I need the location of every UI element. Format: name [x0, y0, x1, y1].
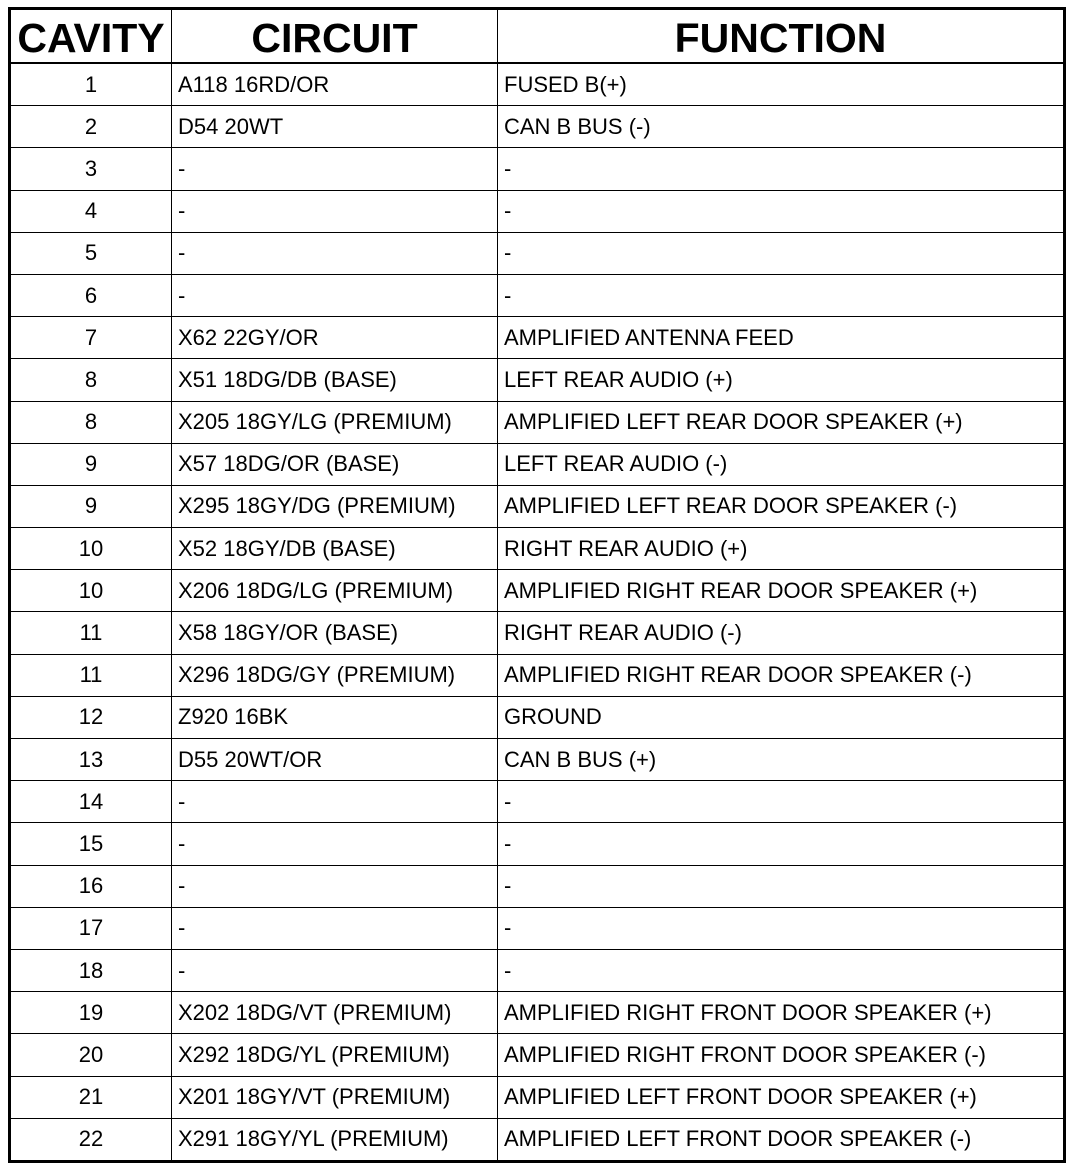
circuit-cell: X205 18GY/LG (PREMIUM): [172, 401, 498, 443]
circuit-cell: X62 22GY/OR: [172, 317, 498, 359]
function-cell: -: [498, 907, 1065, 949]
cavity-cell: 19: [10, 992, 172, 1034]
cavity-cell: 2: [10, 106, 172, 148]
circuit-cell: X296 18DG/GY (PREMIUM): [172, 654, 498, 696]
circuit-cell: X206 18DG/LG (PREMIUM): [172, 570, 498, 612]
circuit-cell: X295 18GY/DG (PREMIUM): [172, 485, 498, 527]
table-body: [10, 63, 1065, 1161]
table-row: [10, 232, 1065, 274]
circuit-cell: -: [172, 148, 498, 190]
cavity-cell: 1: [10, 63, 172, 106]
function-cell: -: [498, 232, 1065, 274]
circuit-cell: -: [172, 781, 498, 823]
cavity-cell: 4: [10, 190, 172, 232]
circuit-cell: Z920 16BK: [172, 696, 498, 738]
function-cell: -: [498, 823, 1065, 865]
cavity-cell: 21: [10, 1076, 172, 1118]
circuit-cell: -: [172, 865, 498, 907]
table-row: [10, 781, 1065, 823]
circuit-cell: D54 20WT: [172, 106, 498, 148]
function-cell: AMPLIFIED LEFT REAR DOOR SPEAKER (+): [498, 401, 1065, 443]
cavity-cell: 6: [10, 274, 172, 316]
function-cell: -: [498, 949, 1065, 991]
table-row: [10, 190, 1065, 232]
cavity-cell: 14: [10, 781, 172, 823]
cavity-cell: 11: [10, 654, 172, 696]
function-cell: CAN B BUS (-): [498, 106, 1065, 148]
table-row: [10, 992, 1065, 1034]
table-row: [10, 823, 1065, 865]
cavity-header: CAVITY: [10, 9, 172, 64]
table-row: [10, 570, 1065, 612]
function-cell: FUSED B(+): [498, 63, 1065, 106]
table-row: [10, 274, 1065, 316]
cavity-cell: 17: [10, 907, 172, 949]
cavity-cell: 22: [10, 1118, 172, 1161]
function-cell: AMPLIFIED LEFT FRONT DOOR SPEAKER (-): [498, 1118, 1065, 1161]
function-cell: RIGHT REAR AUDIO (+): [498, 528, 1065, 570]
function-cell: -: [498, 865, 1065, 907]
circuit-cell: -: [172, 274, 498, 316]
circuit-cell: A118 16RD/OR: [172, 63, 498, 106]
function-cell: -: [498, 190, 1065, 232]
circuit-cell: D55 20WT/OR: [172, 739, 498, 781]
function-cell: AMPLIFIED LEFT REAR DOOR SPEAKER (-): [498, 485, 1065, 527]
function-cell: GROUND: [498, 696, 1065, 738]
function-cell: AMPLIFIED RIGHT FRONT DOOR SPEAKER (-): [498, 1034, 1065, 1076]
circuit-cell: -: [172, 823, 498, 865]
table-row: [10, 949, 1065, 991]
cavity-cell: 9: [10, 485, 172, 527]
circuit-cell: X57 18DG/OR (BASE): [172, 443, 498, 485]
cavity-cell: 10: [10, 570, 172, 612]
cavity-cell: 15: [10, 823, 172, 865]
function-cell: RIGHT REAR AUDIO (-): [498, 612, 1065, 654]
circuit-cell: X201 18GY/VT (PREMIUM): [172, 1076, 498, 1118]
table-row: [10, 106, 1065, 148]
cavity-cell: 7: [10, 317, 172, 359]
function-cell: LEFT REAR AUDIO (+): [498, 359, 1065, 401]
table-row: [10, 148, 1065, 190]
function-header: FUNCTION: [498, 9, 1065, 64]
circuit-cell: X58 18GY/OR (BASE): [172, 612, 498, 654]
function-cell: CAN B BUS (+): [498, 739, 1065, 781]
circuit-cell: -: [172, 949, 498, 991]
circuit-cell: -: [172, 232, 498, 274]
table-row: [10, 696, 1065, 738]
table-row: [10, 612, 1065, 654]
function-cell: -: [498, 148, 1065, 190]
table-row: [10, 865, 1065, 907]
table-row: [10, 528, 1065, 570]
header-row: [10, 9, 1065, 64]
cavity-cell: 20: [10, 1034, 172, 1076]
cavity-cell: 12: [10, 696, 172, 738]
circuit-cell: -: [172, 907, 498, 949]
table-row: [10, 1076, 1065, 1118]
table-row: [10, 907, 1065, 949]
table-row: [10, 485, 1065, 527]
function-cell: AMPLIFIED RIGHT REAR DOOR SPEAKER (+): [498, 570, 1065, 612]
table-row: [10, 63, 1065, 106]
function-cell: -: [498, 781, 1065, 823]
cavity-cell: 13: [10, 739, 172, 781]
cavity-cell: 8: [10, 359, 172, 401]
connector-pinout-table: [8, 7, 1066, 1163]
circuit-cell: -: [172, 190, 498, 232]
function-cell: -: [498, 274, 1065, 316]
table-row: [10, 359, 1065, 401]
cavity-cell: 9: [10, 443, 172, 485]
cavity-cell: 18: [10, 949, 172, 991]
circuit-cell: X52 18GY/DB (BASE): [172, 528, 498, 570]
table-row: [10, 654, 1065, 696]
circuit-cell: X292 18DG/YL (PREMIUM): [172, 1034, 498, 1076]
function-cell: AMPLIFIED RIGHT FRONT DOOR SPEAKER (+): [498, 992, 1065, 1034]
cavity-cell: 3: [10, 148, 172, 190]
table-row: [10, 739, 1065, 781]
cavity-cell: 10: [10, 528, 172, 570]
circuit-cell: X202 18DG/VT (PREMIUM): [172, 992, 498, 1034]
cavity-cell: 16: [10, 865, 172, 907]
table-row: [10, 1118, 1065, 1161]
circuit-header: CIRCUIT: [172, 9, 498, 64]
function-cell: AMPLIFIED RIGHT REAR DOOR SPEAKER (-): [498, 654, 1065, 696]
table-row: [10, 443, 1065, 485]
table-row: [10, 401, 1065, 443]
function-cell: AMPLIFIED LEFT FRONT DOOR SPEAKER (+): [498, 1076, 1065, 1118]
table-row: [10, 1034, 1065, 1076]
circuit-cell: X291 18GY/YL (PREMIUM): [172, 1118, 498, 1161]
cavity-cell: 11: [10, 612, 172, 654]
function-cell: LEFT REAR AUDIO (-): [498, 443, 1065, 485]
table-row: [10, 317, 1065, 359]
cavity-cell: 8: [10, 401, 172, 443]
cavity-cell: 5: [10, 232, 172, 274]
function-cell: AMPLIFIED ANTENNA FEED: [498, 317, 1065, 359]
circuit-cell: X51 18DG/DB (BASE): [172, 359, 498, 401]
